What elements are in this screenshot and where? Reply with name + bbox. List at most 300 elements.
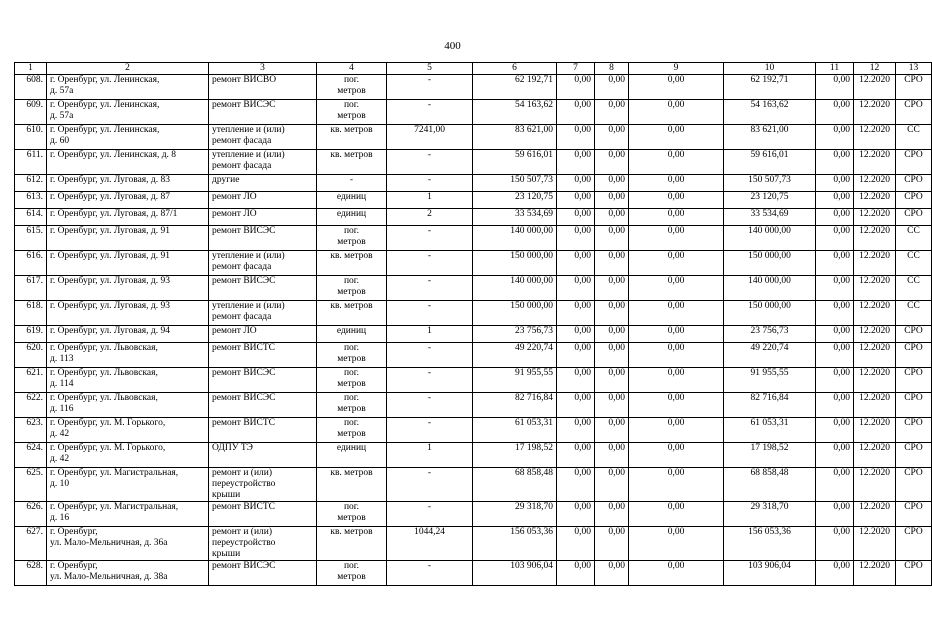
cell-v12: 12.2020 [854,251,896,276]
cell-line: ремонт ВИСТС [212,343,276,353]
cell-v8: 0,00 [595,251,629,276]
cell-line: г. Оренбург, [50,527,98,537]
cell-v11: 0,00 [816,276,854,301]
column-header: 3 [209,63,317,75]
cell-line: пог. [343,418,360,428]
cell-unit [317,343,387,368]
cell-line: кв. метров [330,125,373,135]
cell-line: ул. Мало-Мельничная, д. 36а [50,538,168,548]
cell-line: утепление и (или) [212,125,285,135]
cell-line: ремонт ВИСЭС [212,276,276,286]
cell-v12: 12.2020 [854,527,896,561]
cell-v9: 0,00 [629,251,724,276]
cell-v9: 0,00 [629,443,724,468]
table-row [15,326,932,343]
cell-line: г. Оренбург, ул. Магистральная, [50,468,179,478]
cell-line: г. Оренбург, ул. Луговая, д. 87 [50,192,171,202]
cell-addr [47,527,209,561]
cell-unit [317,326,387,343]
cell-num: 618. [15,301,47,326]
column-header: 7 [557,63,595,75]
cell-work [209,393,317,418]
cell-addr [47,125,209,150]
cell-addr [47,226,209,251]
cell-work [209,561,317,586]
cell-v10: 33 534,69 [724,209,816,226]
cell-v6: 140 000,00 [473,226,557,251]
cell-v6: 150 507,73 [473,175,557,192]
cell-line: г. Оренбург, ул. Львовская, [50,368,158,378]
cell-v10: 49 220,74 [724,343,816,368]
cell-v7: 0,00 [557,418,595,443]
cell-line: ремонт ЛО [212,192,257,202]
cell-v10: 150 000,00 [724,251,816,276]
cell-addr [47,393,209,418]
table-row [15,276,932,301]
cell-v9: 0,00 [629,150,724,175]
cell-v7: 0,00 [557,343,595,368]
table-row [15,75,932,100]
cell-v9: 0,00 [629,502,724,527]
cell-qty: 7241,00 [387,125,473,150]
cell-v13: СРО [896,527,932,561]
cell-qty: - [387,276,473,301]
cell-line: г. Оренбург, ул. Луговая, д. 93 [50,276,171,286]
cell-work [209,301,317,326]
cell-addr [47,276,209,301]
cell-v12: 12.2020 [854,326,896,343]
cell-addr [47,561,209,586]
cell-v8: 0,00 [595,226,629,251]
cell-v9: 0,00 [629,468,724,502]
cell-qty: - [387,150,473,175]
cell-line: ремонт фасада [212,136,272,146]
cell-unit [317,468,387,502]
cell-v10: 61 053,31 [724,418,816,443]
cell-unit [317,368,387,393]
cell-v8: 0,00 [595,125,629,150]
cell-work [209,226,317,251]
cell-v7: 0,00 [557,150,595,175]
cell-v6: 23 756,73 [473,326,557,343]
cell-line: г. Оренбург, ул. Луговая, д. 87/1 [50,209,178,219]
cell-line: ремонт и (или) [212,527,273,537]
cell-addr [47,150,209,175]
cell-line: г. Оренбург, ул. Луговая, д. 83 [50,175,171,185]
cell-v10: 23 756,73 [724,326,816,343]
cell-num: 616. [15,251,47,276]
cell-num: 620. [15,343,47,368]
cell-line: утепление и (или) [212,301,285,311]
cell-line: ремонт ЛО [212,209,257,219]
cell-v6: 17 198,52 [473,443,557,468]
cell-work [209,502,317,527]
cell-v13: СС [896,301,932,326]
cell-qty: - [387,301,473,326]
cell-qty: - [387,75,473,100]
cell-v12: 12.2020 [854,418,896,443]
table-row [15,251,932,276]
cell-v7: 0,00 [557,192,595,209]
cell-v13: СС [896,251,932,276]
cell-addr [47,75,209,100]
cell-v13: СРО [896,468,932,502]
cell-line: ремонт ВИСЭС [212,561,276,571]
cell-v11: 0,00 [816,343,854,368]
cell-line: метров [337,572,366,582]
cell-v10: 156 053,36 [724,527,816,561]
cell-v13: СРО [896,418,932,443]
cell-line: г. Оренбург, ул. Львовская, [50,343,158,353]
cell-line: кв. метров [330,251,373,261]
cell-v8: 0,00 [595,393,629,418]
column-header: 6 [473,63,557,75]
cell-v7: 0,00 [557,75,595,100]
cell-v10: 140 000,00 [724,226,816,251]
cell-line: ремонт фасада [212,312,272,322]
cell-v9: 0,00 [629,276,724,301]
cell-line: г. Оренбург, ул. Ленинская, д. 8 [50,150,177,160]
cell-unit [317,502,387,527]
cell-line: единиц [336,443,367,453]
cell-v9: 0,00 [629,561,724,586]
cell-line: ремонт ЛО [212,326,257,336]
cell-v12: 12.2020 [854,368,896,393]
cell-v10: 17 198,52 [724,443,816,468]
cell-unit [317,443,387,468]
cell-line: г. Оренбург, [50,561,98,571]
cell-v10: 83 621,00 [724,125,816,150]
cell-v11: 0,00 [816,251,854,276]
column-header: 8 [595,63,629,75]
table-row [15,209,932,226]
cell-num: 622. [15,393,47,418]
cell-qty: - [387,502,473,527]
page-number: 400 [444,40,461,52]
cell-line: д. 116 [50,404,74,414]
cell-qty: - [387,100,473,125]
cell-v8: 0,00 [595,502,629,527]
cell-v12: 12.2020 [854,502,896,527]
cell-v9: 0,00 [629,100,724,125]
cell-v10: 68 858,48 [724,468,816,502]
cell-line: метров [337,86,366,96]
cell-v8: 0,00 [595,343,629,368]
cell-v8: 0,00 [595,527,629,561]
cell-work [209,368,317,393]
cell-v7: 0,00 [557,125,595,150]
cell-line: метров [337,379,366,389]
cell-addr [47,443,209,468]
cell-work [209,443,317,468]
cell-v10: 54 163,62 [724,100,816,125]
cell-v8: 0,00 [595,192,629,209]
cell-addr [47,502,209,527]
cell-v11: 0,00 [816,226,854,251]
cell-unit [317,301,387,326]
cell-v11: 0,00 [816,150,854,175]
cell-line: единиц [336,209,367,219]
cell-work [209,276,317,301]
table-row [15,150,932,175]
cell-v11: 0,00 [816,175,854,192]
table-row [15,192,932,209]
cell-line: метров [337,354,366,364]
cell-num: 621. [15,368,47,393]
cell-v7: 0,00 [557,175,595,192]
cell-v12: 12.2020 [854,561,896,586]
cell-v13: СРО [896,209,932,226]
cell-v6: 150 000,00 [473,251,557,276]
cell-v11: 0,00 [816,468,854,502]
cell-v13: СРО [896,561,932,586]
cell-v9: 0,00 [629,125,724,150]
cell-line: ремонт ВИСТС [212,502,276,512]
cell-line: ремонт фасада [212,161,272,171]
cell-line: д. 114 [50,379,74,389]
cell-line: г. Оренбург, ул. Луговая, д. 91 [50,226,171,236]
cell-line: д. 57а [50,111,74,121]
cell-v9: 0,00 [629,226,724,251]
cell-num: 608. [15,75,47,100]
cell-work [209,468,317,502]
cell-qty: - [387,251,473,276]
column-header: 5 [387,63,473,75]
cell-qty: - [387,561,473,586]
column-header: 12 [854,63,896,75]
cell-v11: 0,00 [816,527,854,561]
cell-unit [317,527,387,561]
cell-work [209,527,317,561]
cell-v10: 91 955,55 [724,368,816,393]
cell-line: г. Оренбург, ул. Луговая, д. 91 [50,251,171,261]
cell-work [209,343,317,368]
cell-v9: 0,00 [629,368,724,393]
cell-v12: 12.2020 [854,226,896,251]
cell-line: ремонт ВИСЭС [212,226,276,236]
cell-addr [47,192,209,209]
cell-line: единиц [336,326,367,336]
cell-v10: 59 616,01 [724,150,816,175]
cell-qty: - [387,393,473,418]
cell-v12: 12.2020 [854,301,896,326]
cell-v6: 29 318,70 [473,502,557,527]
cell-unit [317,393,387,418]
cell-v11: 0,00 [816,301,854,326]
cell-qty: 1 [387,326,473,343]
cell-num: 619. [15,326,47,343]
cell-v7: 0,00 [557,527,595,561]
cell-v7: 0,00 [557,443,595,468]
cell-qty: - [387,226,473,251]
cell-v13: СРО [896,326,932,343]
table-row [15,125,932,150]
cell-v6: 150 000,00 [473,301,557,326]
data-table [14,62,932,586]
cell-v8: 0,00 [595,301,629,326]
cell-v10: 150 000,00 [724,301,816,326]
cell-unit [317,125,387,150]
table-body [15,75,932,586]
cell-v13: СРО [896,100,932,125]
cell-line: метров [337,404,366,414]
cell-v8: 0,00 [595,326,629,343]
cell-line: г. Оренбург, ул. Ленинская, [50,100,160,110]
cell-v8: 0,00 [595,443,629,468]
cell-num: 624. [15,443,47,468]
cell-v12: 12.2020 [854,192,896,209]
table-row [15,502,932,527]
cell-line: г. Оренбург, ул. Магистральная, [50,502,179,512]
cell-v12: 12.2020 [854,343,896,368]
cell-qty: 1044,24 [387,527,473,561]
cell-v11: 0,00 [816,192,854,209]
cell-v8: 0,00 [595,209,629,226]
cell-work [209,100,317,125]
cell-qty: 1 [387,192,473,209]
cell-line: другие [212,175,240,185]
cell-unit [317,251,387,276]
cell-num: 612. [15,175,47,192]
cell-line: д. 42 [50,429,70,439]
cell-v9: 0,00 [629,343,724,368]
cell-v12: 12.2020 [854,125,896,150]
cell-line: ремонт ВИСЭС [212,368,276,378]
cell-v7: 0,00 [557,468,595,502]
cell-v9: 0,00 [629,326,724,343]
cell-addr [47,251,209,276]
cell-num: 615. [15,226,47,251]
cell-num: 626. [15,502,47,527]
cell-v7: 0,00 [557,276,595,301]
cell-line: г. Оренбург, ул. Луговая, д. 93 [50,301,171,311]
cell-line: г. Оренбург, ул. Ленинская, [50,75,160,85]
cell-num: 627. [15,527,47,561]
cell-line: д. 57а [50,86,74,96]
cell-num: 614. [15,209,47,226]
cell-v12: 12.2020 [854,468,896,502]
cell-line: метров [337,429,366,439]
cell-addr [47,468,209,502]
cell-qty: - [387,468,473,502]
cell-line: пог. [343,393,360,403]
cell-v11: 0,00 [816,561,854,586]
cell-line: ремонт фасада [212,262,272,272]
cell-v13: СРО [896,343,932,368]
table-row [15,527,932,561]
cell-line: пог. [343,75,360,85]
cell-line: пог. [343,368,360,378]
cell-addr [47,343,209,368]
cell-v13: СРО [896,75,932,100]
cell-v13: СС [896,276,932,301]
cell-v11: 0,00 [816,75,854,100]
cell-v12: 12.2020 [854,209,896,226]
cell-v9: 0,00 [629,75,724,100]
cell-line: г. Оренбург, ул. М. Горького, [50,443,166,453]
cell-v8: 0,00 [595,418,629,443]
cell-v13: СРО [896,150,932,175]
cell-line: метров [337,237,366,247]
cell-addr [47,326,209,343]
cell-qty: - [387,175,473,192]
cell-addr [47,418,209,443]
cell-v13: СРО [896,393,932,418]
cell-v13: СС [896,125,932,150]
cell-line: г. Оренбург, ул. М. Горького, [50,418,166,428]
cell-v8: 0,00 [595,175,629,192]
cell-v6: 68 858,48 [473,468,557,502]
cell-v6: 83 621,00 [473,125,557,150]
cell-v12: 12.2020 [854,75,896,100]
cell-work [209,125,317,150]
cell-v8: 0,00 [595,100,629,125]
cell-v9: 0,00 [629,175,724,192]
cell-v12: 12.2020 [854,443,896,468]
column-header: 2 [47,63,209,75]
cell-unit [317,209,387,226]
cell-line: ремонт ВИСЭС [212,393,276,403]
cell-line: д. 16 [50,513,70,523]
table-row [15,100,932,125]
cell-line: г. Оренбург, ул. Львовская, [50,393,158,403]
column-header: 1 [15,63,47,75]
cell-unit [317,561,387,586]
cell-line: г. Оренбург, ул. Луговая, д. 94 [50,326,171,336]
cell-num: 628. [15,561,47,586]
cell-num: 613. [15,192,47,209]
cell-line: кв. метров [330,301,373,311]
cell-v13: СРО [896,502,932,527]
cell-line: кв. метров [330,468,373,478]
cell-v7: 0,00 [557,251,595,276]
cell-num: 609. [15,100,47,125]
cell-unit [317,100,387,125]
cell-v8: 0,00 [595,150,629,175]
cell-line: пог. [343,226,360,236]
cell-v7: 0,00 [557,301,595,326]
cell-unit [317,75,387,100]
cell-v6: 33 534,69 [473,209,557,226]
cell-v7: 0,00 [557,393,595,418]
table-row [15,368,932,393]
cell-line: пог. [343,100,360,110]
cell-line: единиц [336,192,367,202]
table-row [15,443,932,468]
cell-v9: 0,00 [629,301,724,326]
cell-line: ул. Мало-Мельничная, д. 38а [50,572,168,582]
cell-v12: 12.2020 [854,175,896,192]
cell-v13: СРО [896,443,932,468]
cell-v10: 62 192,71 [724,75,816,100]
table-row [15,393,932,418]
cell-work [209,75,317,100]
cell-work [209,326,317,343]
cell-line: кв. метров [330,150,373,160]
cell-v8: 0,00 [595,468,629,502]
cell-v6: 156 053,36 [473,527,557,561]
cell-line: пог. [343,343,360,353]
cell-v7: 0,00 [557,226,595,251]
cell-unit [317,276,387,301]
cell-line: д. 60 [50,136,70,146]
cell-v9: 0,00 [629,393,724,418]
table-row [15,226,932,251]
column-header: 4 [317,63,387,75]
cell-v9: 0,00 [629,418,724,443]
cell-v12: 12.2020 [854,393,896,418]
cell-v11: 0,00 [816,443,854,468]
